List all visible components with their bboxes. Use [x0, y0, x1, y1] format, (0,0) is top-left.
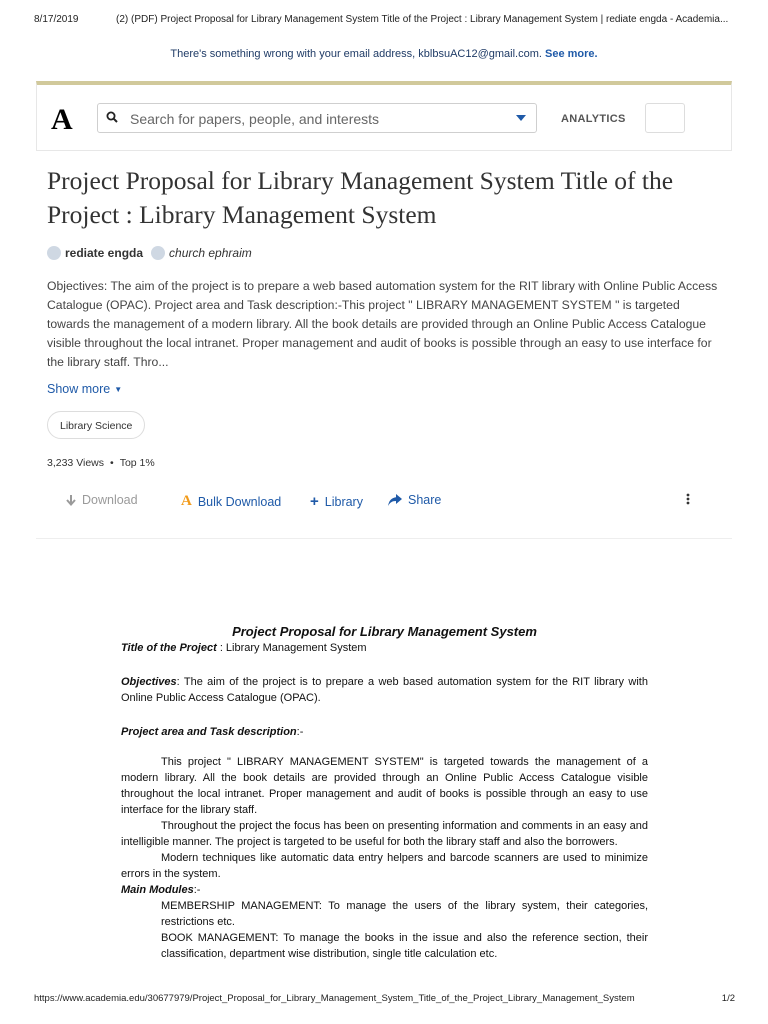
title-value: : Library Management System [216, 642, 367, 654]
caret-down-icon: ▼ [114, 385, 123, 395]
bulk-download-button[interactable] [181, 493, 281, 510]
area-heading [121, 724, 648, 740]
more-vertical-icon[interactable] [686, 493, 690, 505]
separator-dot: • [110, 457, 114, 469]
share-button[interactable] [388, 493, 441, 507]
print-page-title: (2) (PDF) Project Proposal for Library Management System Title of the Project : Library Management System | rediate engda - Academia... [116, 14, 729, 25]
chevron-down-icon[interactable] [516, 115, 526, 122]
title-label: Title of the Project [121, 642, 217, 654]
show-more-button[interactable] [47, 382, 122, 396]
add-to-library-button[interactable] [310, 493, 363, 510]
objectives-text: : The aim of the project is to prepare a web based automation system for the RIT library with Online Public Access Catalogue (OPAC). [121, 676, 648, 704]
paper-abstract: Objectives: The aim of the project is to prepare a web based automation system for the RIT library with Online Public Access Catalogue (OPAC). Project area and Task description:-This project " LIBRARY MANAGEMENT SYSTEM " is targeted towards the management of a modern library. All the book details are provided through an Online Public Access Catalogue visible throughout the local intranet. Proper management and audit of books is possible through an easy to use interface for the library staff. Thro... [47, 279, 718, 369]
bulk-download-label: Bulk Download [197, 494, 282, 509]
analytics-link[interactable]: ANALYTICS [561, 113, 626, 125]
rank-badge: Top 1% [119, 457, 155, 469]
view-count: 3,233 Views [47, 457, 105, 469]
topic-tag[interactable]: Library Science [47, 411, 145, 439]
email-warning-text: There's something wrong with your email address, kblbsuAC12@gmail.com. [170, 48, 542, 60]
search-box[interactable] [97, 103, 537, 133]
document-preview [121, 624, 648, 962]
academia-a-icon: A [181, 493, 192, 509]
objectives-paragraph [121, 674, 648, 706]
search-icon [106, 111, 118, 123]
document-heading: Project Proposal for Library Management System [232, 624, 537, 639]
download-arrow-icon [66, 495, 76, 506]
body-paragraph: This project " LIBRARY MANAGEMENT SYSTEM" is targeted towards the management of a modern library. All the book details are provided through an Online Public Access Catalogue visible throughout the local intranet. Proper management and audit of books is possible through an easy to use interface for the library staff. [121, 756, 648, 816]
download-button[interactable] [66, 493, 138, 507]
module-item: BOOK MANAGEMENT: To manage the books in the issue and also the reference section, their classification, department wise distribution, single title calculation etc. [161, 932, 648, 960]
module-item: MEMBERSHIP MANAGEMENT: To manage the users of the library system, their categories, restrictions etc. [161, 900, 648, 928]
body-paragraph: Throughout the project the focus has been on presenting information and comments in an easy and intelligible manner. The project is targeted to be useful for both the library staff and also the borrowers. [121, 820, 648, 848]
share-arrow-icon [388, 494, 402, 506]
paper-stats [47, 457, 155, 469]
author-avatar [151, 246, 165, 260]
section-divider [36, 538, 732, 539]
user-avatar-button[interactable] [645, 103, 685, 133]
top-navigation-bar [36, 81, 732, 151]
author-link[interactable]: church ephraim [169, 246, 252, 260]
modules-suffix: :- [193, 884, 201, 896]
body-paragraph: Modern techniques like automatic data entry helpers and barcode scanners are used to minimize errors in the system. [121, 852, 648, 880]
show-more-label: Show more [47, 382, 111, 396]
author-list [47, 246, 252, 260]
share-label: Share [408, 493, 442, 507]
academia-logo[interactable]: A [51, 103, 73, 136]
modules-heading [121, 882, 648, 898]
author-link[interactable]: rediate engda [65, 246, 144, 260]
email-warning-banner [0, 48, 768, 60]
objectives-label: Objectives [121, 676, 177, 688]
search-input[interactable] [128, 108, 502, 130]
action-bar [66, 493, 706, 513]
see-more-link[interactable]: See more. [545, 48, 598, 60]
download-label: Download [82, 493, 138, 507]
document-title-line [121, 640, 648, 656]
area-suffix: :- [296, 726, 304, 738]
paper-title: Project Proposal for Library Management System Title of the Project : Library Management System [47, 166, 674, 229]
author-avatar [47, 246, 61, 260]
area-label: Project area and Task description [121, 726, 297, 738]
print-url: https://www.academia.edu/30677979/Project_Proposal_for_Library_Management_System_Title_of_the_Project_Library_Management_System [34, 993, 635, 1004]
print-date: 8/17/2019 [34, 14, 79, 25]
print-page-number: 1/2 [721, 993, 735, 1004]
library-label: Library [324, 494, 363, 509]
plus-icon: + [310, 493, 319, 510]
modules-label: Main Modules [121, 884, 194, 896]
